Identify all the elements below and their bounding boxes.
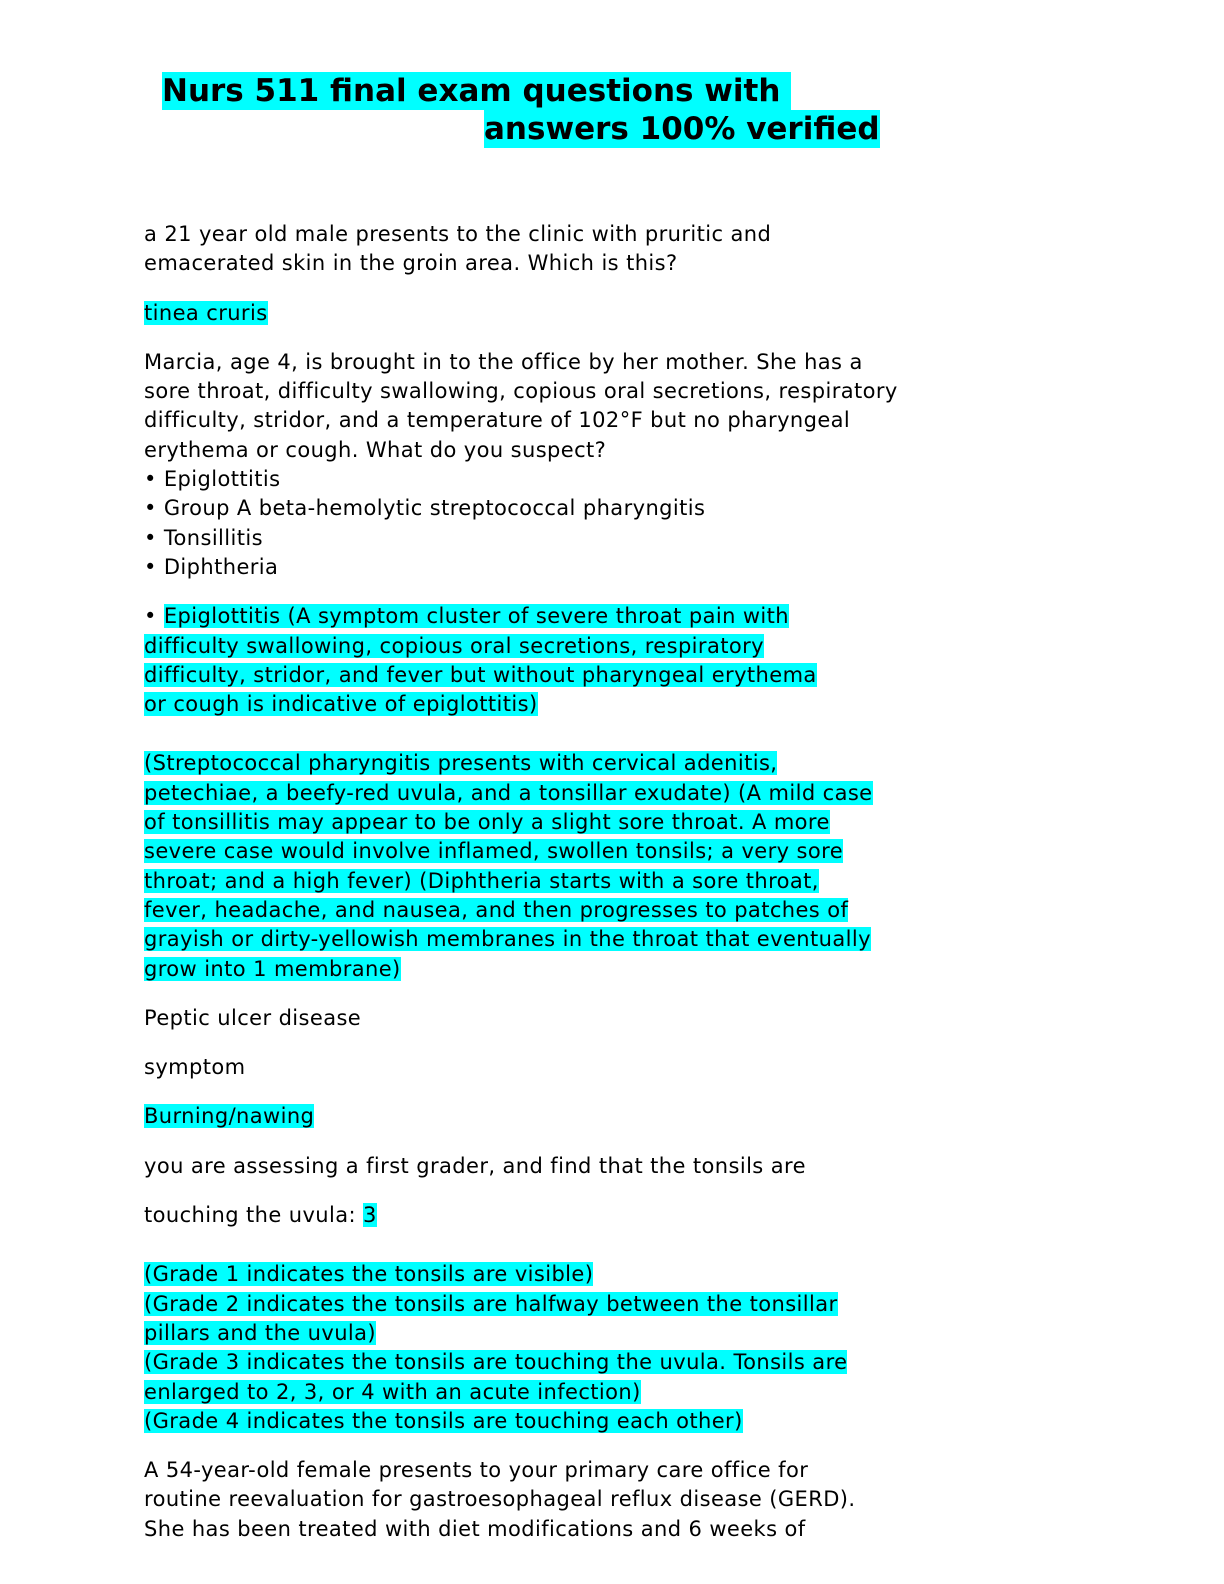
question-line: erythema or cough. What do you suspect? — [144, 437, 607, 462]
answer-text: difficulty, stridor, and fever but without pharyngeal erythema — [144, 662, 817, 687]
question-line: difficulty, stridor, and a temperature of 102°F but no pharyngeal — [144, 408, 851, 433]
option-item: • Tonsillitis — [144, 525, 263, 550]
rationale-text: grayish or dirty-yellowish membranes in the throat that eventually — [144, 927, 871, 952]
answer-text: Epiglottitis (A symptom cluster of severe throat pain with — [163, 604, 790, 629]
rationale-text: of tonsillitis may appear to be only a slight sore throat. A more — [144, 810, 830, 835]
rationale-text: throat; and a high fever) (Diphtheria starts with a sore throat, — [144, 868, 819, 893]
rationale-block-2 — [144, 749, 1064, 983]
document-body — [144, 220, 1064, 1544]
question-line: routine reevaluation for gastroesophageal reflux disease (GERD). — [144, 1487, 856, 1512]
question-text: touching the uvula: — [144, 1203, 364, 1228]
answer-block-1 — [144, 299, 1064, 328]
answer-bullet: • — [144, 604, 164, 629]
title-line-1: Nurs 511 final exam questions with — [162, 73, 792, 109]
question-line: you are assessing a first grader, and find that the tonsils are — [144, 1153, 806, 1178]
question-block-3: symptom — [144, 1055, 246, 1080]
answer-text: tinea cruris — [144, 300, 268, 325]
rationale-text: (Streptococcal pharyngitis presents with cervical adenitis, — [144, 751, 778, 776]
answer-text: 3 — [363, 1203, 377, 1228]
rationale-block-4 — [144, 1260, 1064, 1436]
question-line: a 21 year old male presents to the clinic with pruritic and — [144, 222, 772, 246]
topic-heading: Peptic ulcer disease — [144, 1005, 362, 1030]
question-line: She has been treated with diet modifications and 6 weeks of — [144, 1516, 806, 1541]
rationale-text: (Grade 2 indicates the tonsils are halfway between the tonsillar — [144, 1291, 838, 1316]
question-block-1 — [144, 220, 1064, 279]
answer-text: difficulty swallowing, copious oral secretions, respiratory — [144, 633, 764, 658]
rationale-text: pillars and the uvula) — [144, 1320, 377, 1345]
question-line: sore throat, difficulty swallowing, copious oral secretions, respiratory — [144, 379, 898, 404]
option-item: • Group A beta-hemolytic streptococcal pharyngitis — [144, 496, 706, 521]
question-line: Marcia, age 4, is brought in to the office by her mother. She has a — [144, 349, 863, 374]
rationale-text: (Grade 4 indicates the tonsils are touching each other) — [144, 1408, 743, 1433]
question-block-5 — [144, 1456, 1064, 1544]
rationale-text: petechiae, a beefy-red uvula, and a tonsillar exudate) (A mild case — [144, 780, 873, 805]
option-item: • Epiglottitis — [144, 467, 281, 492]
question-block-2 — [144, 348, 1064, 582]
rationale-text: grow into 1 membrane) — [144, 956, 401, 981]
rationale-text: (Grade 3 indicates the tonsils are touching the uvula. Tonsils are — [144, 1350, 848, 1375]
rationale-text: fever, headache, and nausea, and then progresses to patches of — [144, 897, 849, 922]
question-line — [144, 1201, 1064, 1230]
answer-text: or cough is indicative of epiglottitis) — [144, 692, 538, 717]
option-item: • Diphtheria — [144, 554, 279, 579]
question-line: emacerated skin in the groin area. Which is this? — [144, 251, 678, 276]
rationale-text: (Grade 1 indicates the tonsils are visible) — [144, 1262, 594, 1287]
answer-block-2 — [144, 602, 1064, 719]
rationale-text: severe case would involve inflamed, swollen tonsils; a very sore — [144, 839, 844, 864]
answer-text: Burning/nawing — [144, 1104, 315, 1129]
title-line-2: answers 100% verified — [484, 111, 880, 147]
rationale-text: enlarged to 2, 3, or 4 with an acute infection) — [144, 1379, 641, 1404]
answer-block-3 — [144, 1102, 1064, 1131]
question-line: A 54-year-old female presents to your primary care office for — [144, 1458, 809, 1483]
